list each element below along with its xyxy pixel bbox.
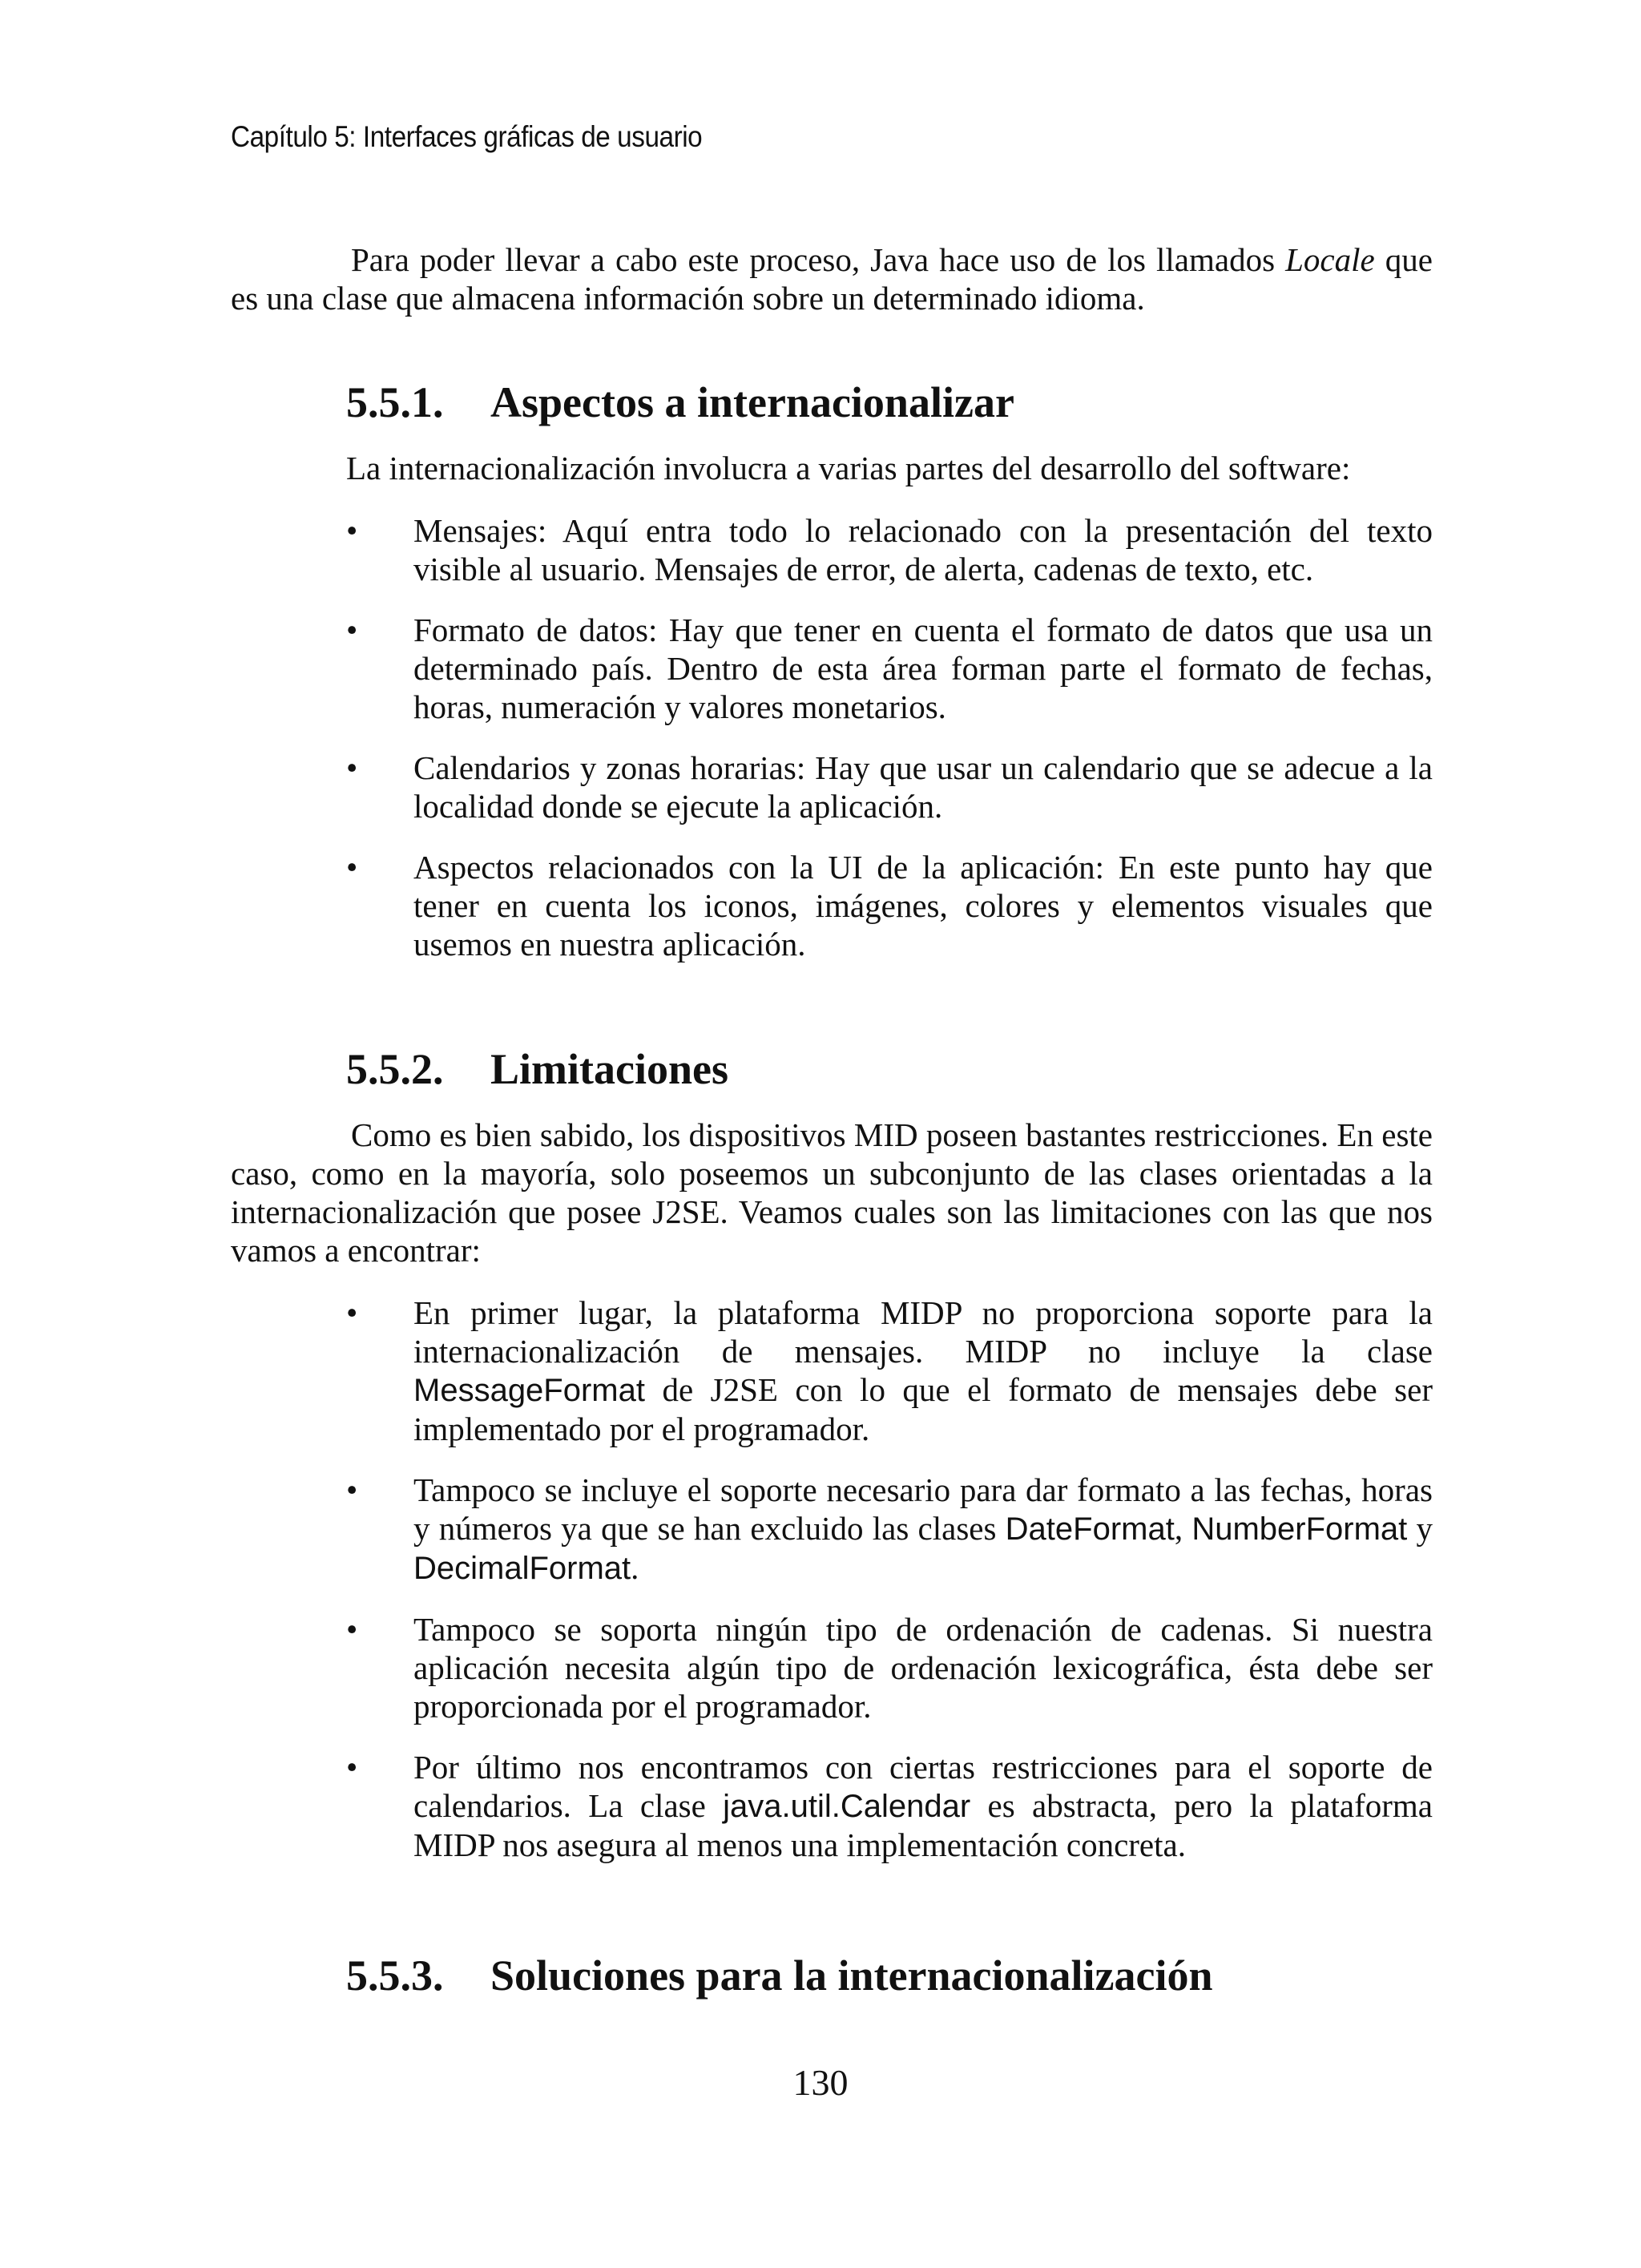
bullet-icon: • xyxy=(346,512,358,549)
bullet-icon: • xyxy=(346,1749,358,1786)
text-run: . xyxy=(631,1549,639,1586)
list-item-text: Formato de datos: Hay que tener en cuenta el formato de datos que usa un determinado país. Dentro de esta área forman parte el formato de fechas, horas, numeración y valores monetarios. xyxy=(413,611,1433,725)
list-item xyxy=(346,611,1433,726)
text-run: Tampoco se incluye el soporte necesario para dar formato a las fechas, horas y números ya que se han excluido las clases xyxy=(413,1471,1433,1547)
list-item xyxy=(346,1748,1433,1864)
list-item-text: Tampoco se soporta ningún tipo de ordenación de cadenas. Si nuestra aplicación necesita algún tipo de ordenación lexicográfica, ésta debe ser proporcionada por el programador. xyxy=(413,1611,1433,1725)
list-item-text: Calendarios y zonas horarias: Hay que usar un calendario que se adecue a la localidad donde se ejecute la aplicación. xyxy=(413,749,1433,825)
list-item-text xyxy=(413,1471,1433,1586)
section-heading-5-5-3 xyxy=(346,1950,1213,2001)
list-item-text xyxy=(413,1749,1433,1863)
section-title: Aspectos a internacionalizar xyxy=(490,378,1014,426)
bullet-icon: • xyxy=(346,749,358,786)
class-name: NumberFormat xyxy=(1191,1511,1408,1547)
page-number: 130 xyxy=(792,2062,849,2103)
class-name: DateFormat xyxy=(1005,1511,1175,1547)
bullet-icon: • xyxy=(346,611,358,648)
list-item-text: Mensajes: Aquí entra todo lo relacionado con la presentación del texto visible al usuario. Mensajes de error, de alerta, cadenas de texto, etc. xyxy=(413,512,1433,587)
intro-text-before: Para poder llevar a cabo este proceso, Java hace uso de los llamados xyxy=(351,241,1286,278)
text-run: y xyxy=(1407,1510,1433,1547)
locale-term: Locale xyxy=(1285,241,1375,278)
list-item-text xyxy=(413,1294,1433,1447)
list-item xyxy=(346,1471,1433,1588)
text-run: , xyxy=(1174,1510,1192,1547)
intro-text-after: que es una clase que almacena información sobre un determinado idioma. xyxy=(231,241,1433,317)
bullet-icon: • xyxy=(346,849,358,886)
aspects-bullet-list xyxy=(346,511,1433,963)
class-name: MessageFormat xyxy=(413,1373,645,1408)
running-header: Capítulo 5: Interfaces gráficas de usuario xyxy=(231,120,703,153)
section-title: Limitaciones xyxy=(490,1045,728,1093)
bullet-icon: • xyxy=(346,1611,358,1648)
section-title: Soluciones para la internacionalización xyxy=(490,1951,1213,2000)
section-lead: La internacionalización involucra a varias partes del desarrollo del software: xyxy=(346,450,1351,486)
text-run: de J2SE con lo que el formato de mensajes debe ser implementado por el programador. xyxy=(413,1371,1433,1447)
bullet-icon: • xyxy=(346,1294,358,1331)
list-item xyxy=(346,848,1433,963)
list-item xyxy=(346,1610,1433,1725)
section-number: 5.5.2. xyxy=(346,1045,444,1093)
list-item-text: Aspectos relacionados con la UI de la aplicación: En este punto hay que tener en cuenta los iconos, imágenes, colores y elementos visuales que usemos en nuestra aplicación. xyxy=(413,849,1433,962)
class-name: DecimalFormat xyxy=(413,1551,631,1586)
limitations-paragraph: Como es bien sabido, los dispositivos MID poseen bastantes restricciones. En este caso, como en la mayoría, solo poseemos un subconjunto de las clases orientadas a la internacionalización que posee J2SE. Veamos cuales son las limitaciones con las que nos vamos a encontrar: xyxy=(231,1116,1433,1269)
text-run: Por último nos encontramos con ciertas restricciones para el soporte de calendarios. La clase xyxy=(413,1749,1433,1824)
bullet-icon: • xyxy=(346,1471,358,1508)
list-item xyxy=(346,1293,1433,1448)
section-heading-5-5-2 xyxy=(346,1043,728,1095)
section-number: 5.5.3. xyxy=(346,1951,444,2000)
list-item xyxy=(346,511,1433,588)
intro-paragraph xyxy=(231,240,1433,317)
section-number: 5.5.1. xyxy=(346,378,444,426)
list-item xyxy=(346,749,1433,825)
limitations-bullet-list xyxy=(346,1293,1433,1864)
section-heading-5-5-1 xyxy=(346,377,1014,428)
text-run: es abstracta, pero la plataforma MIDP nos asegura al menos una implementación concreta. xyxy=(413,1787,1433,1863)
class-name: java.util.Calendar xyxy=(723,1789,971,1824)
text-run: En primer lugar, la plataforma MIDP no proporciona soporte para la internacionalización de mensajes. MIDP no incluye la clase xyxy=(413,1294,1433,1370)
